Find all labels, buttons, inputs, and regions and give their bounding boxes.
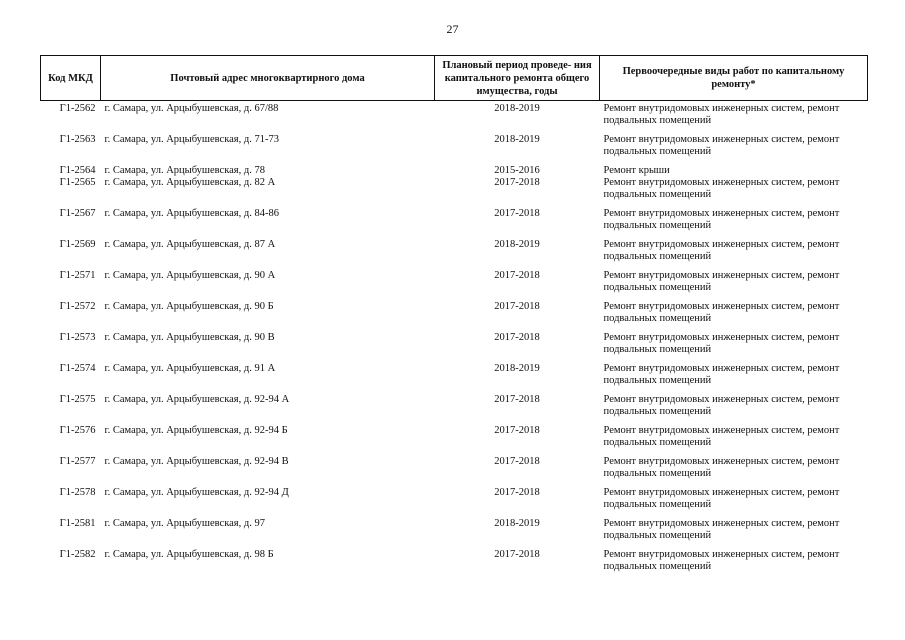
row-period: 2017-2018 bbox=[494, 301, 540, 312]
row-period: 2017-2018 bbox=[494, 456, 540, 467]
row-works: Ремонт внутридомовых инженерных систем, ремонт подвальных помещений bbox=[603, 208, 840, 231]
row-address: г. Самара, ул. Арцыбушевская, д. 87 А bbox=[104, 239, 276, 250]
row-works: Ремонт крыши bbox=[603, 165, 670, 176]
row-address: г. Самара, ул. Арцыбушевская, д. 92-94 Б bbox=[104, 425, 288, 436]
row-works: Ремонт внутридомовых инженерных систем, ремонт подвальных помещений bbox=[603, 134, 840, 157]
row-period: 2017-2018 bbox=[494, 177, 540, 188]
capital-repair-table bbox=[40, 55, 868, 575]
row-code: Г1-2562 bbox=[59, 103, 96, 114]
row-code: Г1-2571 bbox=[59, 270, 96, 281]
table-row bbox=[41, 420, 868, 451]
row-address: г. Самара, ул. Арцыбушевская, д. 92-94 В bbox=[104, 456, 289, 467]
row-code: Г1-2575 bbox=[59, 394, 96, 405]
row-address: г. Самара, ул. Арцыбушевская, д. 97 bbox=[104, 518, 265, 529]
table-row bbox=[41, 101, 868, 130]
row-address: г. Самара, ул. Арцыбушевская, д. 82 А bbox=[104, 177, 276, 188]
row-address: г. Самара, ул. Арцыбушевская, д. 92-94 А bbox=[104, 394, 290, 405]
row-code: Г1-2564 bbox=[59, 165, 96, 176]
row-code: Г1-2582 bbox=[59, 549, 96, 560]
row-period: 2018-2019 bbox=[494, 239, 540, 250]
table-row bbox=[41, 296, 868, 327]
row-address: г. Самара, ул. Арцыбушевская, д. 92-94 Д bbox=[104, 487, 289, 498]
table-row bbox=[41, 129, 868, 160]
table-row bbox=[41, 482, 868, 513]
row-code: Г1-2573 bbox=[59, 332, 96, 343]
table-row bbox=[41, 358, 868, 389]
row-period: 2015-2016 bbox=[494, 165, 540, 176]
table-header bbox=[41, 56, 868, 101]
row-works: Ремонт внутридомовых инженерных систем, ремонт подвальных помещений bbox=[603, 103, 840, 126]
row-address: г. Самара, ул. Арцыбушевская, д. 84-86 bbox=[104, 208, 279, 219]
row-address: г. Самара, ул. Арцыбушевская, д. 71-73 bbox=[104, 134, 279, 145]
row-period: 2017-2018 bbox=[494, 394, 540, 405]
row-works: Ремонт внутридомовых инженерных систем, ремонт подвальных помещений bbox=[603, 332, 840, 355]
row-address: г. Самара, ул. Арцыбушевская, д. 90 Б bbox=[104, 301, 274, 312]
row-period: 2017-2018 bbox=[494, 487, 540, 498]
table-row bbox=[41, 234, 868, 265]
header-period: Плановый период проведе- ния капитального ремонта общего имущества, годы bbox=[435, 56, 600, 101]
row-code: Г1-2563 bbox=[59, 134, 96, 145]
row-works: Ремонт внутридомовых инженерных систем, ремонт подвальных помещений bbox=[603, 270, 840, 293]
row-period: 2018-2019 bbox=[494, 518, 540, 529]
row-code: Г1-2574 bbox=[59, 363, 96, 374]
row-period: 2018-2019 bbox=[494, 103, 540, 114]
row-period: 2018-2019 bbox=[494, 363, 540, 374]
row-works: Ремонт внутридомовых инженерных систем, ремонт подвальных помещений bbox=[603, 177, 840, 200]
row-address: г. Самара, ул. Арцыбушевская, д. 98 Б bbox=[104, 549, 274, 560]
row-works: Ремонт внутридомовых инженерных систем, ремонт подвальных помещений bbox=[603, 394, 840, 417]
row-works: Ремонт внутридомовых инженерных систем, ремонт подвальных помещений bbox=[603, 487, 840, 510]
row-code: Г1-2578 bbox=[59, 487, 96, 498]
row-works: Ремонт внутридомовых инженерных систем, ремонт подвальных помещений bbox=[603, 301, 840, 324]
row-period: 2017-2018 bbox=[494, 208, 540, 219]
row-address: г. Самара, ул. Арцыбушевская, д. 67/88 bbox=[104, 103, 279, 114]
row-period: 2017-2018 bbox=[494, 332, 540, 343]
table-row bbox=[41, 203, 868, 234]
row-period: 2018-2019 bbox=[494, 134, 540, 145]
table-row bbox=[41, 177, 868, 203]
row-address: г. Самара, ул. Арцыбушевская, д. 90 А bbox=[104, 270, 276, 281]
table-row bbox=[41, 160, 868, 177]
header-code: Код МКД bbox=[41, 56, 101, 101]
row-works: Ремонт внутридомовых инженерных систем, ремонт подвальных помещений bbox=[603, 549, 840, 572]
row-code: Г1-2569 bbox=[59, 239, 96, 250]
row-works: Ремонт внутридомовых инженерных систем, ремонт подвальных помещений bbox=[603, 518, 840, 541]
header-address: Почтовый адрес многоквартирного дома bbox=[101, 56, 435, 101]
table-row bbox=[41, 451, 868, 482]
row-works: Ремонт внутридомовых инженерных систем, ремонт подвальных помещений bbox=[603, 456, 840, 479]
row-code: Г1-2581 bbox=[59, 518, 96, 529]
row-code: Г1-2577 bbox=[59, 456, 96, 467]
row-works: Ремонт внутридомовых инженерных систем, ремонт подвальных помещений bbox=[603, 239, 840, 262]
table-row bbox=[41, 389, 868, 420]
row-works: Ремонт внутридомовых инженерных систем, ремонт подвальных помещений bbox=[603, 425, 840, 448]
row-code: Г1-2576 bbox=[59, 425, 96, 436]
row-code: Г1-2565 bbox=[59, 177, 96, 188]
page-number: 27 bbox=[446, 22, 459, 36]
row-period: 2017-2018 bbox=[494, 425, 540, 436]
table-body bbox=[41, 101, 868, 576]
table-row bbox=[41, 544, 868, 575]
row-period: 2017-2018 bbox=[494, 270, 540, 281]
row-code: Г1-2567 bbox=[59, 208, 96, 219]
row-code: Г1-2572 bbox=[59, 301, 96, 312]
header-works: Первоочередные виды работ по капитальному ремонту* bbox=[600, 56, 868, 101]
row-address: г. Самара, ул. Арцыбушевская, д. 78 bbox=[104, 165, 265, 176]
row-period: 2017-2018 bbox=[494, 549, 540, 560]
table-row bbox=[41, 327, 868, 358]
row-works: Ремонт внутридомовых инженерных систем, ремонт подвальных помещений bbox=[603, 363, 840, 386]
row-address: г. Самара, ул. Арцыбушевская, д. 90 В bbox=[104, 332, 275, 343]
table-row bbox=[41, 513, 868, 544]
table-row bbox=[41, 265, 868, 296]
row-address: г. Самара, ул. Арцыбушевская, д. 91 А bbox=[104, 363, 276, 374]
